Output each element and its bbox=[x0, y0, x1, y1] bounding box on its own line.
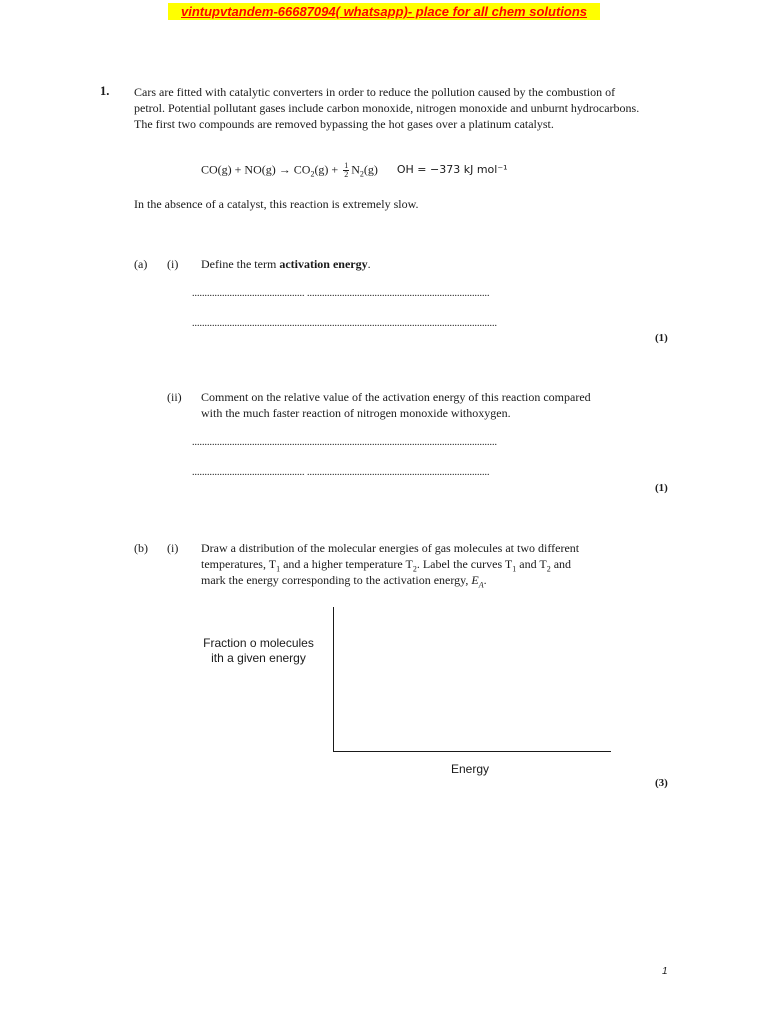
mark-allocation: (3) bbox=[655, 777, 668, 789]
enthalpy-change: OH = −373 kJ mol⁻¹ bbox=[396, 163, 508, 177]
ea-sub: A bbox=[478, 580, 484, 590]
graph-x-axis-label: Energy bbox=[451, 762, 490, 776]
y-label-line1: Fraction o molecules bbox=[203, 636, 314, 650]
header-banner: vintupvtandem-66687094( whatsapp)- place for all chem solutions bbox=[168, 3, 600, 20]
reaction-equation bbox=[201, 162, 508, 179]
part-b-i-line1: Draw a distribution of the molecular energies of gas molecules at two different bbox=[201, 541, 580, 555]
answer-line[interactable]: ............................................. ......................................................................... bbox=[192, 288, 490, 299]
part-a-i-end: . bbox=[367, 257, 371, 271]
page-number: 1 bbox=[662, 966, 668, 977]
sub: 1 bbox=[276, 564, 281, 574]
ea-symbol: E bbox=[471, 573, 479, 587]
text: temperatures, T bbox=[201, 557, 277, 571]
text: and T bbox=[516, 557, 547, 571]
y-label-line2: ith a given energy bbox=[211, 651, 306, 665]
activation-energy-term: activation energy bbox=[279, 257, 368, 271]
graph-x-axis[interactable] bbox=[333, 751, 611, 752]
half-fraction bbox=[343, 162, 349, 179]
part-b-i-line2 bbox=[201, 557, 571, 573]
eq-n2: N bbox=[351, 162, 360, 177]
eq-left: CO(g) + NO(g) → CO bbox=[201, 162, 311, 177]
mark-allocation: (1) bbox=[655, 482, 668, 494]
eq-end: (g) bbox=[363, 162, 378, 177]
absence-statement: In the absence of a catalyst, this reaction is extremely slow. bbox=[134, 197, 419, 211]
answer-line[interactable]: .......................................................................................................................... bbox=[192, 437, 497, 448]
text: mark the energy corresponding to the activation energy, bbox=[201, 573, 472, 587]
part-b-i-label: (i) bbox=[167, 541, 179, 555]
part-a-ii-line1: Comment on the relative value of the activation energy of this reaction compared bbox=[201, 390, 591, 404]
frac-num: 1 bbox=[344, 161, 349, 170]
part-a-label: (a) bbox=[134, 257, 148, 271]
question-intro: Cars are fitted with catalytic converters in order to reduce the pollution caused by the combustion of petrol. Potential pollutant gases include carbon monoxide, nitrogen monoxide and unburnt hydrocarbons. The first two compounds are removed bypassing the hot gases over a platinum catalyst. bbox=[134, 85, 640, 131]
eq-sub: 2 bbox=[310, 169, 315, 179]
answer-line[interactable]: .......................................................................................................................... bbox=[192, 318, 497, 329]
text: . Label the curves T bbox=[416, 557, 513, 571]
eq-sub-n2: 2 bbox=[359, 169, 364, 179]
text: . bbox=[483, 573, 487, 587]
part-a-ii-label: (ii) bbox=[167, 390, 182, 404]
graph-y-axis[interactable] bbox=[333, 607, 334, 752]
question-number: 1. bbox=[100, 84, 110, 98]
text: and bbox=[550, 557, 572, 571]
part-a-i-label: (i) bbox=[167, 257, 179, 271]
part-a-i-text: Define the term bbox=[201, 257, 280, 271]
mark-allocation: (1) bbox=[655, 332, 668, 344]
sub: 2 bbox=[412, 564, 417, 574]
part-a-i-question bbox=[201, 257, 371, 272]
graph-y-axis-label bbox=[196, 636, 321, 666]
part-a-ii-line2: with the much faster reaction of nitrogen monoxide withoxygen. bbox=[201, 406, 511, 420]
part-b-i-line3 bbox=[201, 573, 487, 589]
eq-mid: (g) + bbox=[314, 162, 342, 177]
sub: 2 bbox=[546, 564, 551, 574]
answer-line[interactable]: ............................................. ......................................................................... bbox=[192, 467, 490, 478]
text: and a higher temperature T bbox=[280, 557, 413, 571]
part-b-label: (b) bbox=[134, 541, 148, 555]
sub: 1 bbox=[512, 564, 517, 574]
frac-den: 2 bbox=[344, 170, 349, 179]
